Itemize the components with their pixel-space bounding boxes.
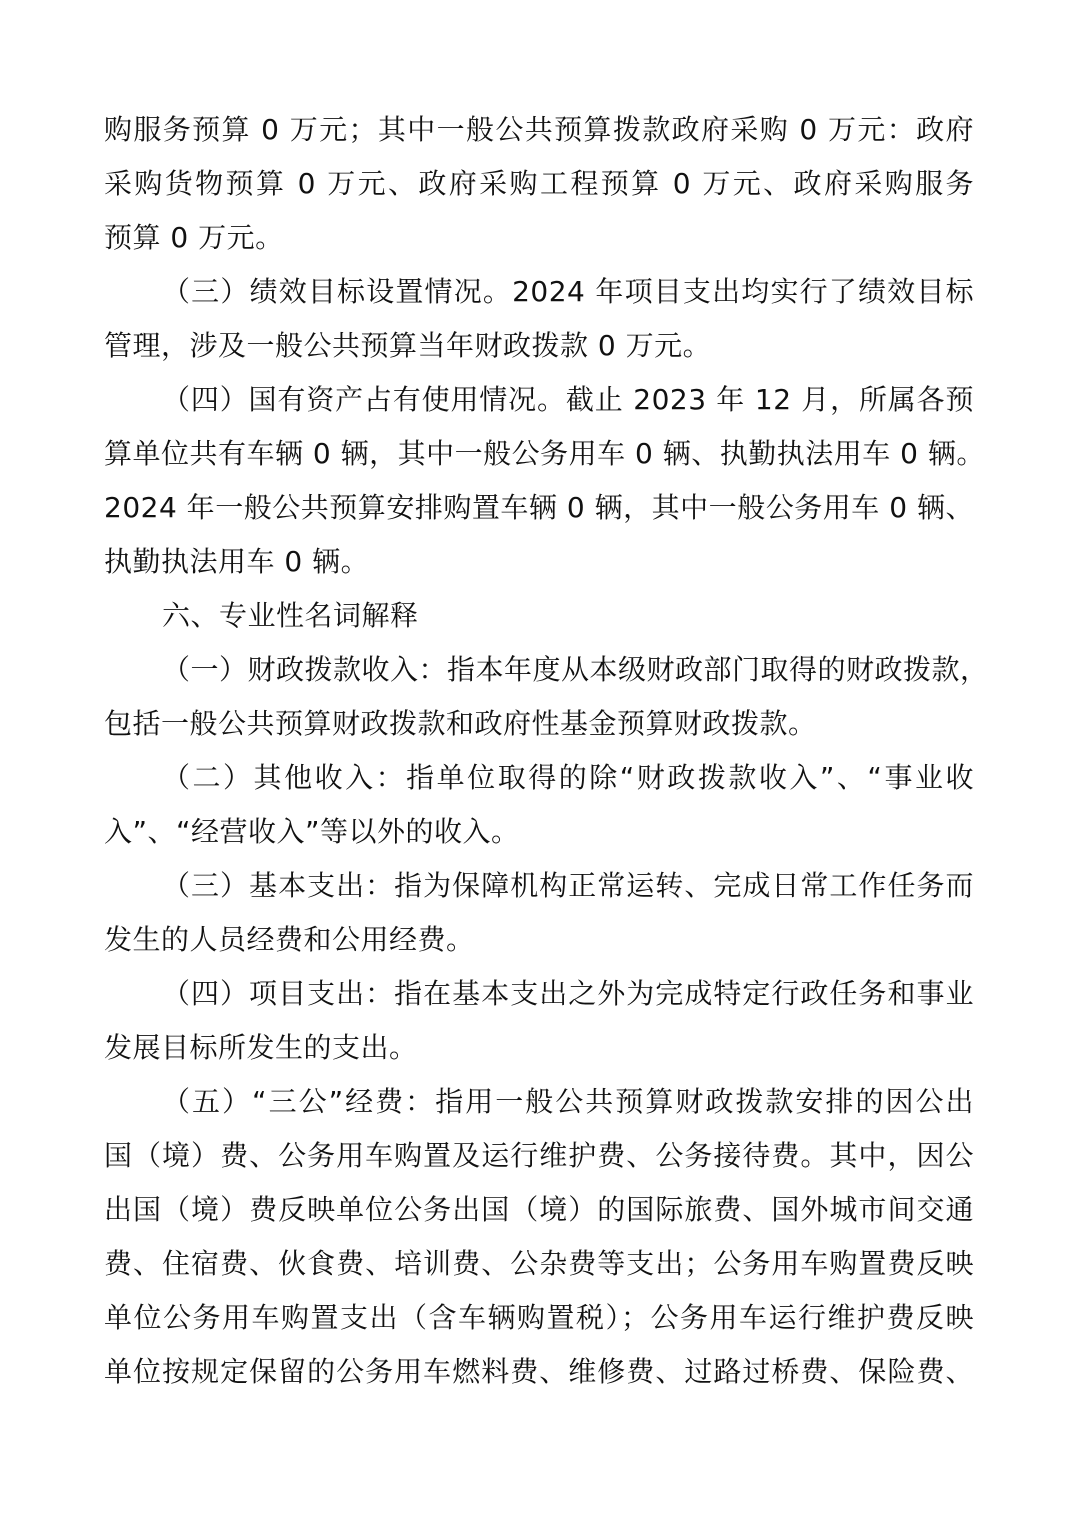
text-line: （四）国有资产占有使用情况。截止 2023 年 12 月，所属各预 [162, 383, 974, 416]
text-line: 预算 0 万元。 [104, 221, 284, 254]
text-line: 采购货物预算 0 万元、政府采购工程预算 0 万元、政府采购服务 [104, 167, 974, 200]
text-line: 购服务预算 0 万元；其中一般公共预算拨款政府采购 0 万元：政府 [104, 113, 974, 146]
text-line: 包括一般公共预算财政拨款和政府性基金预算财政拨款。 [104, 707, 817, 740]
text-line: （二）其他收入：指单位取得的除“财政拨款收入”、“事业收 [162, 761, 974, 794]
section-heading: 六、专业性名词解释 [162, 599, 419, 632]
text-line: （四）项目支出：指在基本支出之外为完成特定行政任务和事业 [162, 977, 974, 1010]
text-line: 管理，涉及一般公共预算当年财政拨款 0 万元。 [104, 329, 712, 362]
text-line: 出国（境）费反映单位公务出国（境）的国际旅费、国外城市间交通 [104, 1193, 974, 1226]
text-line: （三）基本支出：指为保障机构正常运转、完成日常工作任务而 [162, 869, 974, 902]
text-line: （一）财政拨款收入：指本年度从本级财政部门取得的财政拨款， [162, 653, 989, 686]
text-line: 单位按规定保留的公务用车燃料费、维修费、过路过桥费、保险费、 [104, 1355, 974, 1388]
text-line: （三）绩效目标设置情况。2024 年项目支出均实行了绩效目标 [162, 275, 974, 308]
text-line: 费、住宿费、伙食费、培训费、公杂费等支出；公务用车购置费反映 [104, 1247, 974, 1280]
text-line: 单位公务用车购置支出（含车辆购置税）；公务用车运行维护费反映 [104, 1301, 974, 1334]
text-line: 发展目标所发生的支出。 [104, 1031, 418, 1064]
text-line: 发生的人员经费和公用经费。 [104, 923, 475, 956]
text-line: 算单位共有车辆 0 辆，其中一般公务用车 0 辆、执勤执法用车 0 辆。 [104, 437, 985, 470]
text-line: 执勤执法用车 0 辆。 [104, 545, 370, 578]
text-line: （五）“三公”经费：指用一般公共预算财政拨款安排的因公出 [162, 1085, 974, 1118]
text-line: 国（境）费、公务用车购置及运行维护费、公务接待费。其中，因公 [104, 1139, 974, 1172]
text-line: 2024 年一般公共预算安排购置车辆 0 辆，其中一般公务用车 0 辆、 [104, 491, 974, 524]
text-line: 入”、“经营收入”等以外的收入。 [104, 815, 520, 848]
